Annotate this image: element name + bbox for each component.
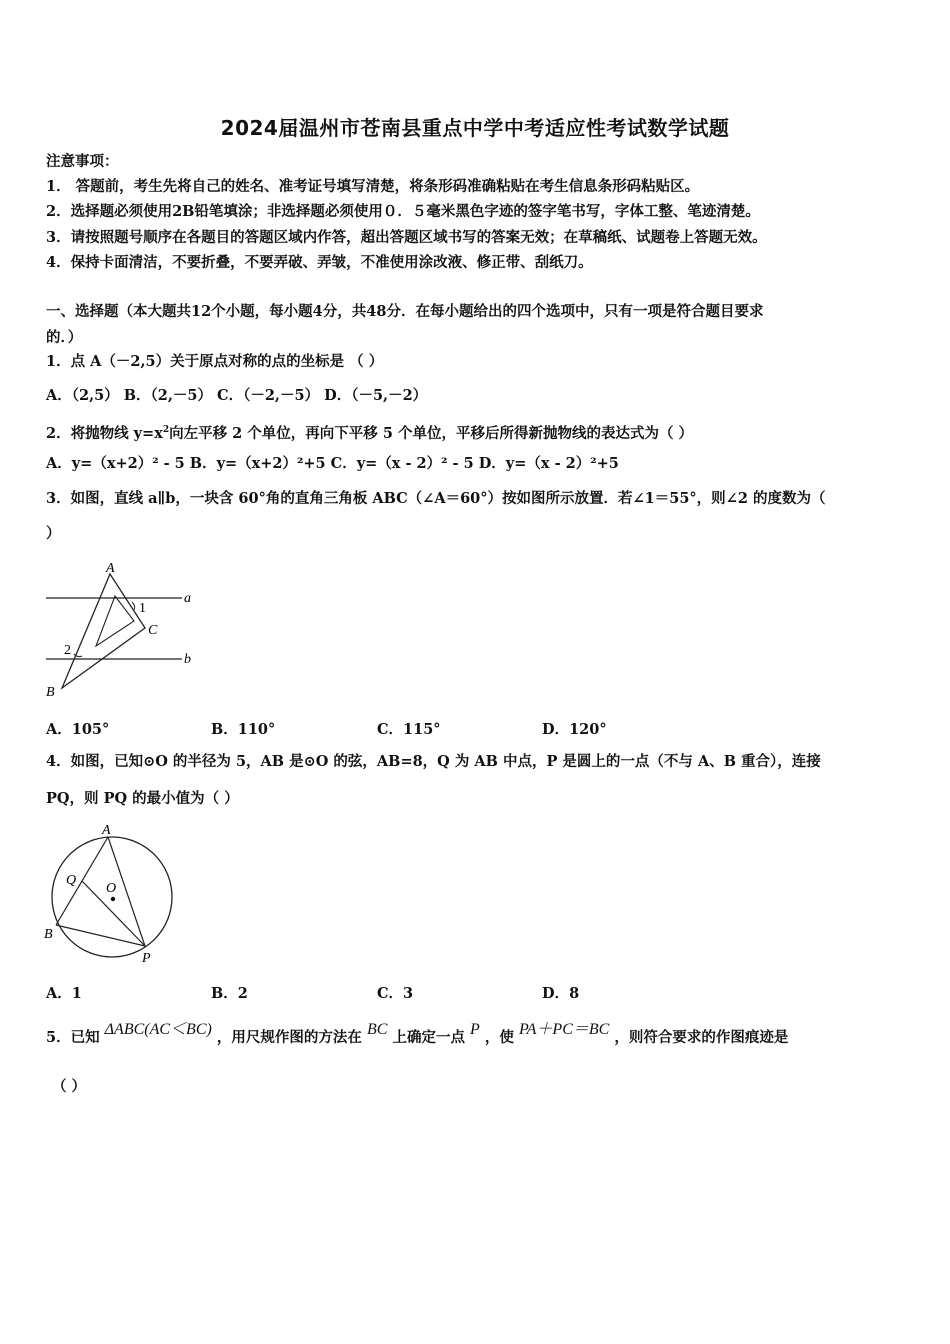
- q4-option-c: C．3: [377, 985, 414, 1002]
- q4-option-a: A．1: [46, 985, 82, 1002]
- section-heading-cont: 的．）: [46, 329, 83, 346]
- label-Q: Q: [66, 873, 77, 888]
- note-item-1: 1． 答题前，考生先将自己的姓名、准考证号填写清楚，将条形码准确粘贴在考生信息条形码粘贴区。: [46, 178, 700, 195]
- q5-math-triangle: ΔABC(AC＜BC): [104, 1021, 212, 1038]
- q5-math-equation: PA＋PC＝BC: [518, 1021, 610, 1038]
- q4-option-d: D．8: [542, 985, 580, 1002]
- q5-mid2: 上确定一点: [392, 1029, 465, 1046]
- q3-option-c: C．115°: [377, 721, 441, 738]
- question-2-stem: [46, 420, 693, 444]
- label-P: P: [142, 951, 151, 966]
- center-dot: [111, 897, 115, 901]
- label-C: C: [148, 623, 158, 638]
- label-b: b: [184, 652, 191, 667]
- triangle-inner: [96, 596, 134, 646]
- q3-option-d: D．120°: [542, 721, 607, 738]
- q3-option-b: B．110°: [211, 721, 276, 738]
- q5-post: ，则符合要求的作图痕迹是: [614, 1029, 789, 1046]
- label-1: 1: [139, 601, 146, 616]
- q2-stem-pre: 2．将抛物线 y=x: [46, 424, 163, 442]
- label-O: O: [106, 881, 117, 896]
- question-2-options: A．y=（x+2）² - 5 B．y=（x+2）²+5 C．y=（x - 2）² - 5 D．y=（x - 2）²+5: [46, 455, 619, 472]
- label-B: B: [44, 927, 53, 942]
- question-4-stem: 4．如图，已知⊙O 的半径为 5，AB 是⊙O 的弦，AB=8，Q 为 AB 中点，P 是圆上的一点（不与 A、B 重合），连接: [46, 753, 821, 770]
- question-4-figure: [42, 822, 178, 967]
- note-item-3: 3．请按照题号顺序在各题目的答题区域内作答，超出答题区域书写的答案无效；在草稿纸、试题卷上答题无效。: [46, 229, 767, 246]
- label-a: a: [184, 591, 191, 606]
- question-1-options: A．（2,5） B．（2,－5） C．（－2,－5） D．（－5,－2）: [46, 387, 428, 404]
- q4-option-b: B．2: [211, 985, 248, 1002]
- note-item-4: 4．保持卡面清洁，不要折叠，不要弄破、弄皱，不准使用涂改液、修正带、刮纸刀。: [46, 254, 593, 271]
- q2-stem-post: 向左平移 2 个单位，再向下平移 5 个单位，平移后所得新抛物线的表达式为（ ）: [169, 424, 694, 442]
- q3-option-a: A．105°: [46, 721, 110, 738]
- section-heading: 一、选择题（本大题共12个小题，每小题4分，共48分．在每小题给出的四个选项中，只有一项是符合题目要求: [46, 303, 764, 320]
- q5-mid1: ，用尺规作图的方法在: [216, 1029, 362, 1046]
- label-A: A: [106, 561, 115, 576]
- q5-pre: 5．已知: [46, 1029, 100, 1046]
- q5-mid3: ，使: [484, 1029, 514, 1046]
- label-2: 2: [64, 643, 71, 658]
- circle-O: [52, 837, 172, 957]
- question-3-stem-cont: ）: [46, 525, 61, 542]
- q5-math-bc: BC: [366, 1021, 388, 1038]
- page-title: 2024届温州市苍南县重点中学中考适应性考试数学试题: [220, 116, 730, 140]
- triangle-outer: [62, 574, 145, 688]
- question-3-stem: 3．如图，直线 a∥b，一块含 60°角的直角三角板 ABC（∠A＝60°）按如图所示放置．若∠1＝55°，则∠2 的度数为（: [46, 490, 826, 507]
- notes-heading: 注意事项：: [46, 153, 119, 170]
- segment-BP: [56, 925, 145, 946]
- question-1-stem: 1．点 A（－2,5）关于原点对称的点的坐标是 （ ）: [46, 353, 384, 370]
- question-4-stem-cont: PQ，则 PQ 的最小值为（ ）: [46, 790, 239, 807]
- question-3-figure: [44, 558, 204, 703]
- q5-math-p: P: [470, 1021, 480, 1038]
- label-A: A: [102, 823, 111, 838]
- note-item-2: 2．选择题必须使用2B铅笔填涂；非选择题必须使用０．５毫米黑色字迹的签字笔书写，字体工整、笔迹清楚。: [46, 203, 760, 220]
- label-B: B: [46, 685, 55, 700]
- question-5-stem-cont: （ ）: [52, 1078, 87, 1095]
- q2-exponent: 2: [162, 425, 170, 435]
- question-5-stem: [46, 1021, 789, 1048]
